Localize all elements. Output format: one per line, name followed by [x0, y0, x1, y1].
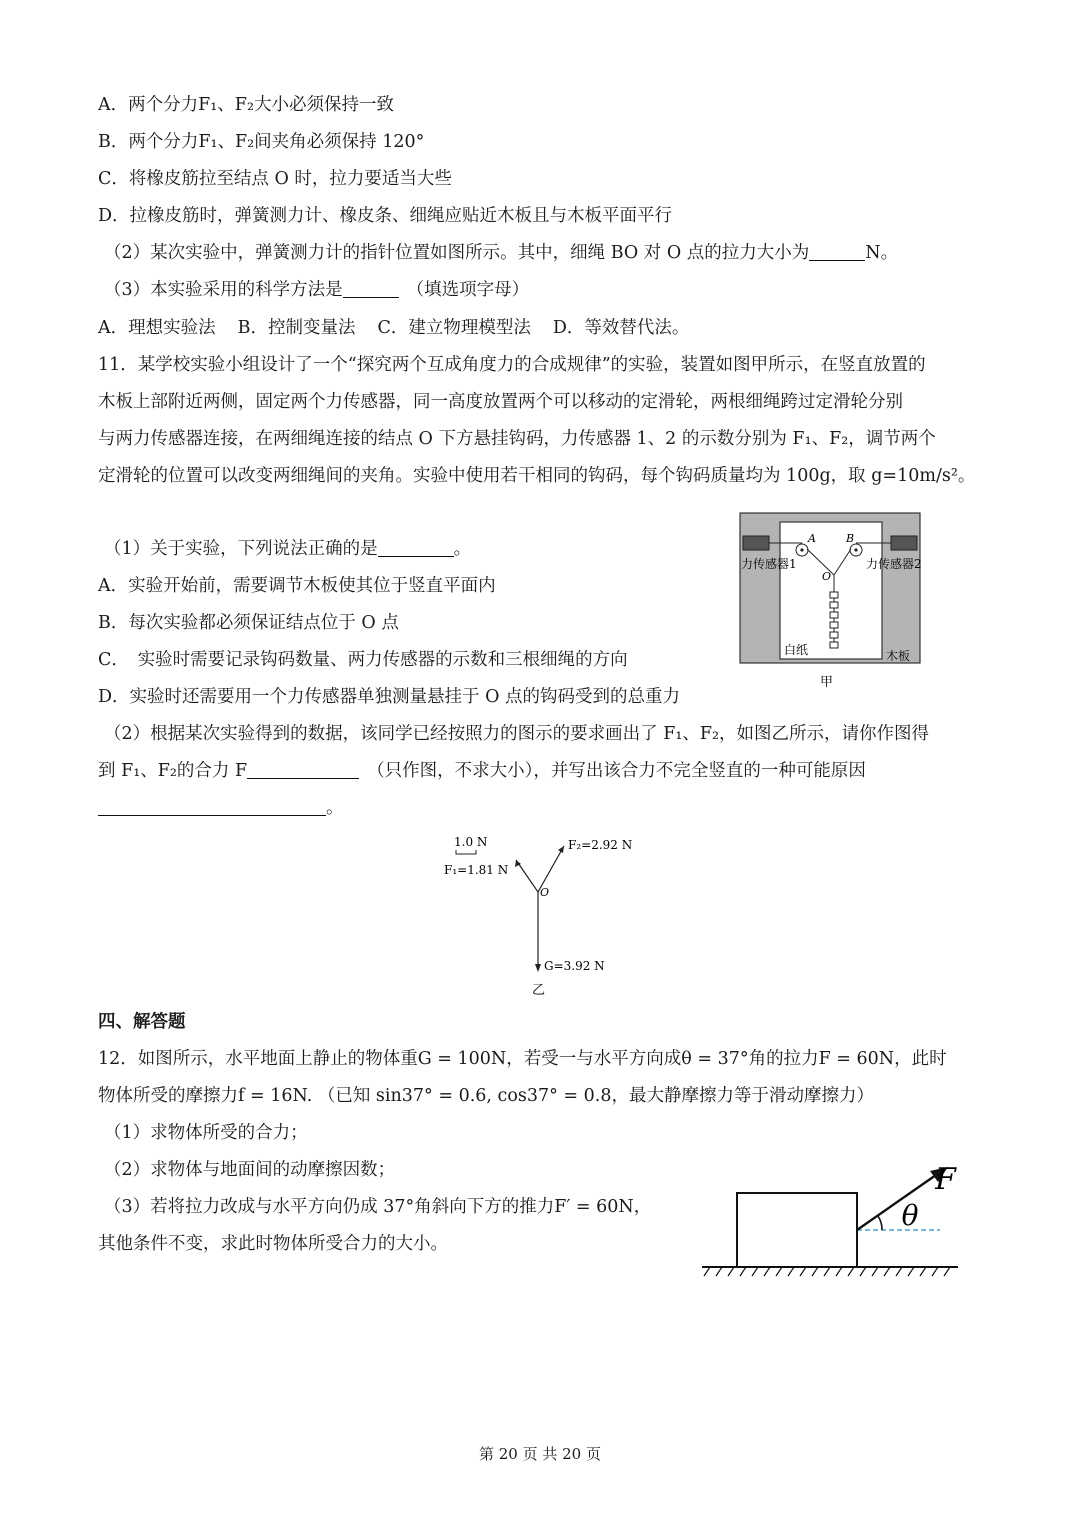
force-diagram-yi	[438, 830, 648, 1002]
q10-part2-unit: N。	[865, 243, 899, 263]
q10-part2-text: （2）某次实验中，弹簧测力计的指针位置如图所示。其中，细绳 BO 对 O 点的拉力大小为	[104, 243, 810, 263]
q11-part2-line1: （2）根据某次实验得到的数据，该同学已经按照力的图示的要求画出了 F₁、F₂，如图乙所示，请你作图得	[104, 724, 930, 744]
figure-caption-jia: 甲	[820, 675, 834, 690]
q11-part2-line2	[98, 759, 866, 783]
q12-part3: （3）若将拉力改成与水平方向仍成 37°角斜向下方的推力F′ = 60N，	[104, 1197, 652, 1217]
q10-option-c: C．将橡皮筋拉至结点 O 时，拉力要适当大些	[98, 169, 452, 189]
q11-stem-line: 定滑轮的位置可以改变两细绳间的夹角。实验中使用若干相同的钩码，每个钩码质量均为 100g，取 g=10m/s²。	[98, 466, 976, 486]
q11-part2-text: 到 F₁、F₂的合力 F	[98, 761, 248, 781]
board-label: 木板	[886, 649, 911, 663]
q12-line: 12．如图所示，水平地面上静止的物体重G = 100N，若受一与水平方向成θ = 37°角的拉力F = 60N，此时	[98, 1049, 947, 1069]
apparatus-figure-jia	[738, 512, 922, 692]
method-option: C．建立物理模型法	[377, 318, 531, 338]
f2-label: F₂=2.92 N	[568, 838, 633, 852]
q10-part3	[104, 278, 529, 302]
ground-hatching	[704, 1267, 950, 1276]
block-force-figure	[700, 1155, 962, 1280]
sensor1-label: 力传感器1	[741, 557, 797, 571]
scale-label: 1.0 N	[454, 835, 488, 849]
method-option: B．控制变量法	[237, 318, 356, 338]
q11-stem-line: 与两力传感器连接，在两细绳连接的结点 O 下方悬挂钩码，力传感器 1、2 的示数分别为 F₁、F₂，调节两个	[98, 429, 936, 449]
q11-part1	[104, 537, 471, 561]
force-sensor-2	[891, 536, 917, 550]
q11-option-a: A．实验开始前，需要调节木板使其位于竖直平面内	[98, 576, 496, 596]
answer-blank[interactable]	[247, 760, 359, 779]
q11-part1-text: （1）关于实验，下列说法正确的是	[104, 539, 378, 559]
method-option: A．理想实验法	[98, 318, 216, 338]
q10-method-options	[98, 316, 711, 340]
block	[737, 1193, 857, 1267]
page-footer: 第 20 页 共 20 页	[478, 1445, 601, 1463]
q11-option-c: C． 实验时需要记录钩码数量、两力传感器的示数和三根细绳的方向	[98, 650, 628, 670]
q11-option-b: B．每次实验都必须保证结点位于 O 点	[98, 613, 399, 633]
figure-caption-yi: 乙	[532, 983, 546, 998]
o-label: O	[540, 886, 550, 899]
f1-label: F₁=1.81 N	[444, 863, 509, 877]
q12-part3-cont: 其他条件不变，求此时物体所受合力的大小。	[98, 1234, 448, 1254]
q10-option-b: B．两个分力F₁、F₂间夹角必须保持 120°	[98, 132, 425, 152]
q11-part1-end: 。	[453, 539, 472, 559]
q11-part2-line3	[98, 796, 344, 820]
force-arrow	[857, 1175, 936, 1230]
q11-stem-line: 11．某学校实验小组设计了一个“探究两个互成角度力的合成规律”的实验，装置如图甲所示，在竖直放置的	[98, 355, 926, 375]
force-sensor-1	[743, 536, 769, 550]
method-option: D．等效替代法。	[552, 318, 690, 338]
q11-option-d: D．实验时还需要用一个力传感器单独测量悬挂于 O 点的钩码受到的总重力	[98, 687, 681, 707]
answer-blank[interactable]	[343, 279, 399, 298]
answer-blank[interactable]	[378, 538, 454, 557]
g-label: G=3.92 N	[544, 959, 605, 973]
q10-part3-text: （3）本实验采用的科学方法是	[104, 280, 343, 300]
q12-part1: （1）求物体所受的合力；	[104, 1123, 308, 1143]
q10-option-d: D．拉橡皮筋时，弹簧测力计、橡皮条、细绳应贴近木板且与木板平面平行	[98, 206, 673, 226]
q10-part2	[104, 241, 898, 265]
label-a: A	[808, 532, 816, 545]
angle-arc	[878, 1216, 882, 1230]
q10-option-a: A．两个分力F₁、F₂大小必须保持一致	[98, 95, 394, 115]
q10-part3-hint: （填选项字母）	[406, 280, 530, 300]
q12-line: 物体所受的摩擦力f = 16N. （已知 sin37° = 0.6, cos37° = 0.8，最大静摩擦力等于滑动摩擦力）	[98, 1086, 874, 1106]
q12-part2: （2）求物体与地面间的动摩擦因数；	[104, 1160, 396, 1180]
force-label: F	[935, 1162, 956, 1197]
answer-blank[interactable]	[98, 797, 326, 816]
answer-blank[interactable]	[809, 242, 865, 261]
sensor2-label: 力传感器2	[866, 557, 922, 571]
label-o: O	[822, 570, 832, 583]
paper-label: 白纸	[784, 643, 809, 657]
section-heading: 四、解答题	[98, 1012, 186, 1032]
q11-stem-line: 木板上部附近两侧，固定两个力传感器，同一高度放置两个可以移动的定滑轮，两根细绳跨过定滑轮分别	[98, 392, 903, 412]
scale-bar	[456, 850, 476, 854]
angle-label: θ	[901, 1199, 919, 1232]
label-b: B	[846, 532, 855, 545]
q11-part2-end: 。	[326, 798, 344, 818]
q11-part2-text2: （只作图，不求大小），并写出该合力不完全竖直的一种可能原因	[367, 761, 866, 781]
